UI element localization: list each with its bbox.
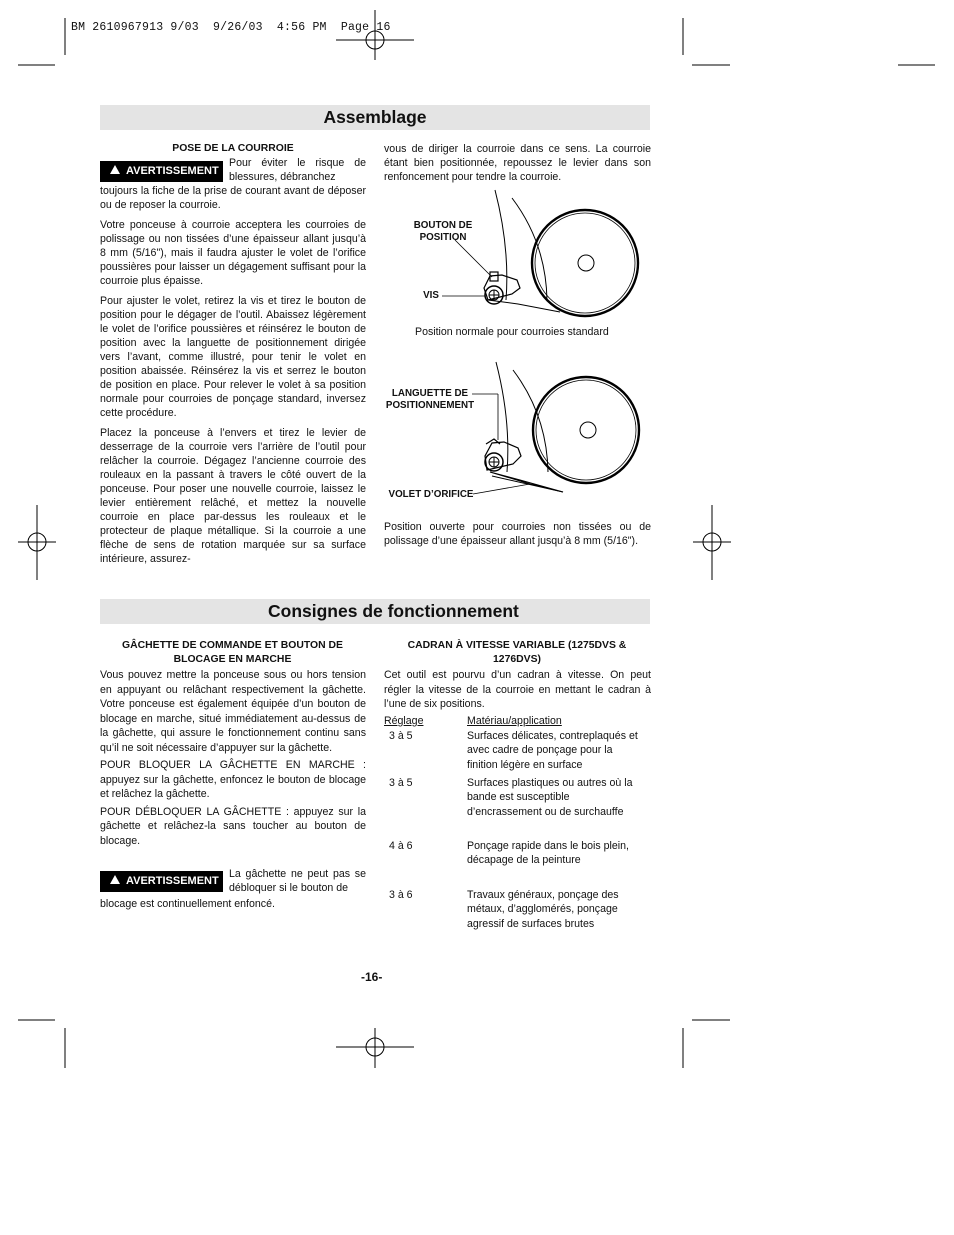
paragraph: Placez la ponceuse à l’envers et tirez le levier de desserrage de la courroie vers l’arrière de l’outil pour relâcher la courroie. Dégagez l’ancienne courroie des rouleaux en la passant à travers le côté ouvert de la ponceuse. Pour poser une nouvelle courroie, laissez le levier entièrement relâché, et mettez la nouvelle courroie en place par-dessus les rouleaux et le protecteur de plaque métallique. Si la courroie a une flèche de sens de rotation marquée sur sa surface intérieure, assurez- <box>100 427 366 565</box>
right-column-text: Cet outil est pourvu d’un cadran à vitesse. On peut régler la vitesse de la courroie en mettant le cadran à l’une de six positions. <box>384 669 651 710</box>
setting-cell: 3 à 5 <box>389 729 413 742</box>
label-bouton-de-position: BOUTON DE POSITION <box>413 220 473 243</box>
warning-badge: AVERTISSEMENT <box>100 161 223 182</box>
subheading: CADRAN À VITESSE VARIABLE (1275DVS & 1276DVS) <box>407 640 627 665</box>
section-title-band <box>100 599 650 624</box>
sander-diagram-normal <box>430 188 655 323</box>
section-title: Assemblage <box>323 107 427 127</box>
paragraph: Pour ajuster le volet, retirez la vis et tirez le bouton de position pour le dégager de l’outil. Abaissez légèrement le volet de l’orifice poussières et réinsérez le bouton de position avec la languette de positionnement dirigée vers l’avant, comme illustré, pour tenir le volet en position abaissée. Réinsérez la vis et serrez le bouton de position en place. Pour relever le volet à sa position normale pour courroies de ponçage standard, inversez cette procédure. <box>100 295 366 419</box>
print-slug: BM 2610967913 9/03 9/26/03 4:56 PM Page 16 <box>71 21 391 34</box>
table-row <box>384 776 644 839</box>
table-header <box>384 714 644 729</box>
right-column-text: vous de diriger la courroie dans ce sens. La courroie étant bien positionnée, repoussez le levier dans son renfoncement pour tendre la courroie. <box>384 143 651 183</box>
use-cell: Surfaces délicates, contreplaqués et avec cadre de ponçage pour la finition légère en surface <box>467 729 638 771</box>
sander-diagram-open <box>380 360 655 500</box>
table-row <box>384 729 644 776</box>
warning-text: Pour éviter le risque de blessures, débranchez <box>229 157 366 183</box>
page-number: -16- <box>361 970 383 984</box>
use-cell: Travaux généraux, ponçage des métaux, d’agglomérés, ponçage agressif de surfaces brutes <box>467 888 619 930</box>
column-header: Réglage <box>384 715 424 727</box>
warning-text: blocage est continuellement enfoncé. <box>100 898 275 910</box>
figure-caption: Position ouverte pour courroies non tissées ou de polissage d’une épaisseur allant jusqu’à 8 mm (5/16"). <box>384 521 651 547</box>
paragraph: POUR BLOQUER LA GÂCHETTE EN MARCHE : appuyez sur la gâchette, enfoncez le bouton de blocage et relâchez la gâchette. <box>100 759 366 800</box>
setting-cell: 3 à 6 <box>389 888 413 901</box>
warning-text: La gâchette ne peut pas se débloquer si le bouton de <box>229 868 366 894</box>
label-volet: VOLET D’ORIFICE <box>388 489 474 500</box>
column-header: Matériau/application <box>467 715 562 727</box>
warning-badge: AVERTISSEMENT <box>100 871 223 892</box>
section-title-band <box>100 105 650 130</box>
warning-triangle-icon <box>110 165 120 174</box>
speed-table <box>384 714 644 931</box>
label-vis: VIS <box>423 290 439 301</box>
table-row <box>384 839 644 888</box>
use-cell: Surfaces plastiques ou autres où la bande est susceptible d’encrassement ou de surchauffe <box>467 776 633 818</box>
paragraph: toujours la fiche de la prise de courant avant de déposer ou de reposer la courroie. <box>100 185 366 211</box>
use-cell: Ponçage rapide dans le bois plein, décapage de la peinture <box>467 839 629 866</box>
left-column-text <box>100 184 366 566</box>
setting-cell: 4 à 6 <box>389 839 413 852</box>
subheading: GÂCHETTE DE COMMANDE ET BOUTON DE BLOCAGE EN MARCHE <box>122 640 343 665</box>
setting-cell: 3 à 5 <box>389 776 413 789</box>
warning-triangle-icon <box>110 875 120 884</box>
subheading: POSE DE LA COURROIE <box>172 143 294 154</box>
section-title: Consignes de fonctionnement <box>268 601 519 621</box>
figure-caption: Position normale pour courroies standard <box>415 326 609 338</box>
paragraph: POUR DÉBLOQUER LA GÂCHETTE : appuyez sur la gâchette et relâchez-la sans toucher au bouton de blocage. <box>100 805 366 847</box>
paragraph: Vous pouvez mettre la ponceuse sous ou hors tension en appuyant ou relâchant respectivement la gâchette. Votre ponceuse est également équipée d’un bouton de blocage en marche, situé immédiatement au-dessus de la gâchette, qui assure le fonctionnement continu sans qu’il ne soit nécessaire d’appuyer sur la gâchette. <box>100 669 366 754</box>
paragraph: Votre ponceuse à courroie acceptera les courroies de polissage ou non tissées d’une épaisseur allant jusqu’à 8 mm (5/16"), mais il faudra ajuster le volet de l’orifice poussières pour laisser un dégagement suffisant pour la courroie plus épaisse. <box>100 219 366 287</box>
label-languette: LANGUETTE DE POSITIONNEMENT <box>385 388 475 411</box>
table-row <box>384 888 644 932</box>
left-column-text <box>100 668 366 848</box>
